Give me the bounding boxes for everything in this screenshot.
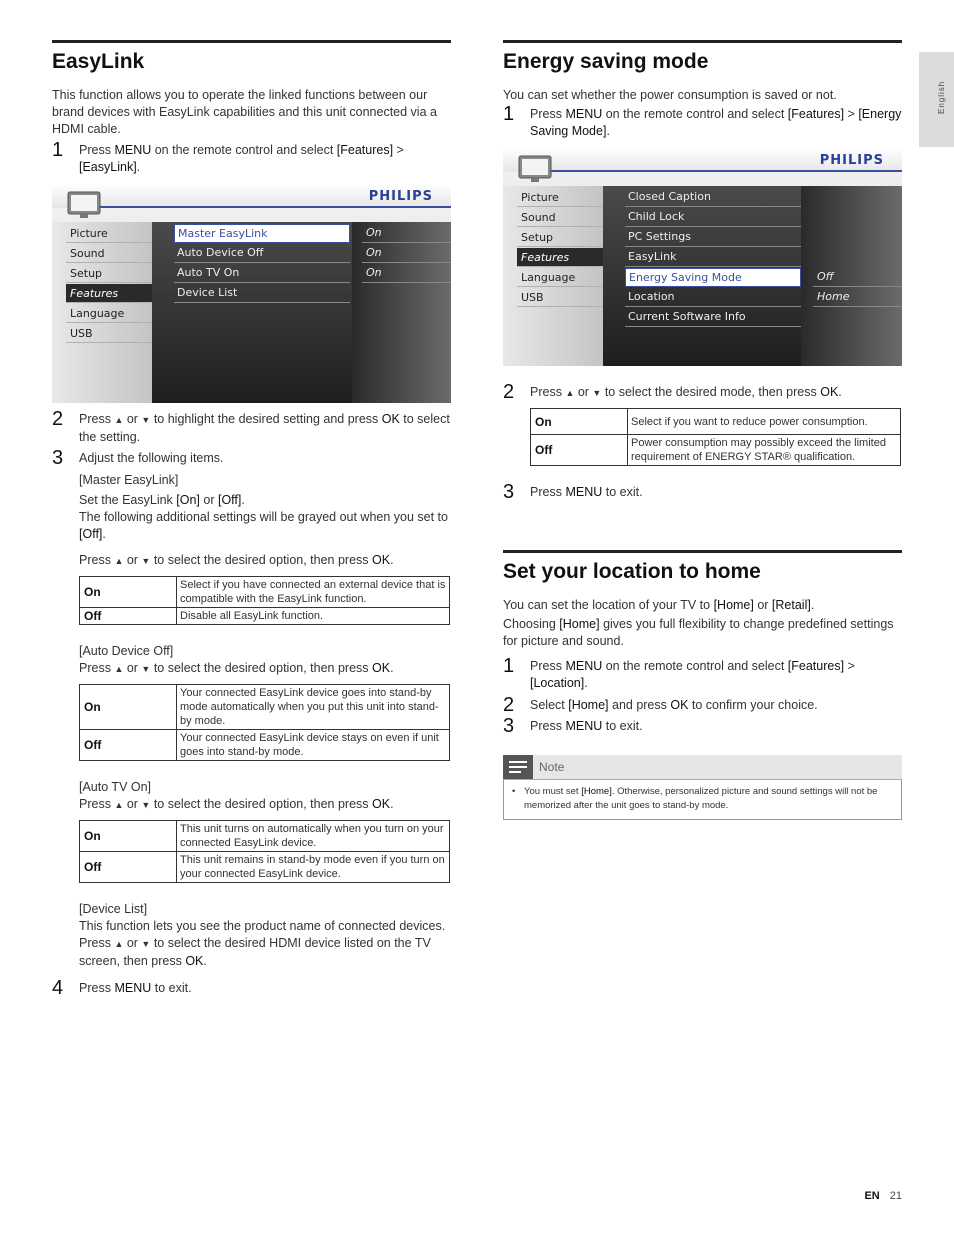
note-icon [503,755,533,779]
note-box: • You must set [Home]. Otherwise, personalized picture and sound settings will not be memorized after the unit goes to stand-by mode. [503,779,902,820]
easylink-title: EasyLink [52,50,145,73]
menu-item-language[interactable]: Language [66,304,152,323]
easylink-section [52,40,451,997]
menu-item-easylink[interactable]: EasyLink [625,248,801,267]
table-row: Off Your connected EasyLink device stays on even if unit goes into stand-by mode. [80,730,450,761]
right-column [503,40,902,811]
section-rule [52,40,451,43]
note-header [503,755,902,779]
auto-tv-on-title: [Auto TV On] [79,780,152,794]
up-arrow-icon: ▲ [114,939,124,949]
auto-tv-on-block: [Auto TV On] Press ▲ or ▼ to select the desired option, then press OK. [52,779,451,814]
footer-lang: EN [864,1190,880,1202]
master-easylink-block: [Master EasyLink] Set the EasyLink [On] or [Off]. The following additional settings will be grayed out when you set to [Off]. Press ▲ or ▼ to select the desired option, then press OK. [52,472,451,570]
up-arrow-icon: ▲ [114,556,124,566]
master-easylink-table [79,576,450,625]
tv-icon [66,190,102,220]
philips-logo: PHILIPS [819,153,884,168]
menu-item-setup[interactable]: Setup [517,228,603,247]
device-list-title: [Device List] [79,902,148,916]
down-arrow-icon: ▼ [141,415,151,425]
down-arrow-icon: ▼ [141,800,151,810]
down-arrow-icon: ▼ [141,939,151,949]
page-footer [864,1188,902,1205]
menu-item-picture[interactable]: Picture [66,224,152,243]
menu-value-auto-off: On [362,244,451,263]
table-row: On This unit turns on automatically when you turn on your connected EasyLink device. [80,821,450,852]
menu-item-picture[interactable]: Picture [517,188,603,207]
up-arrow-icon: ▲ [114,800,124,810]
location-step-1: 1 Press MENU on the remote control and select [Features] > [Location]. [503,655,855,690]
table-row: On Select if you want to reduce power consumption. [531,409,901,435]
menu-item-auto-device-off[interactable]: Auto Device Off [174,244,350,263]
energy-intro: You can set whether the power consumption is saved or not. [503,88,837,102]
energy-table [530,408,901,466]
note-label: Note [539,760,565,774]
menu-item-auto-tv-on[interactable]: Auto TV On [174,264,350,283]
menu-item-location[interactable]: Location [625,288,801,307]
page-number: 21 [889,1190,902,1202]
easylink-step-3: 3 Adjust the following items. [52,447,224,469]
menu-item-child-lock[interactable]: Child Lock [625,208,801,227]
energy-tv-menu [503,148,902,366]
auto-device-off-table [79,684,450,761]
table-row: On Your connected EasyLink device goes into stand-by mode automatically when you put this unit into stand-by mode. [80,685,450,730]
easylink-step-4: 4 Press MENU to exit. [52,977,192,999]
location-step-3: 3 Press MENU to exit. [503,715,643,737]
down-arrow-icon: ▼ [141,664,151,674]
up-arrow-icon: ▲ [565,388,575,398]
table-row: On Select if you have connected an external device that is compatible with the EasyLink function. [80,577,450,608]
down-arrow-icon: ▼ [592,388,602,398]
menu-item-device-list[interactable]: Device List [174,284,350,303]
section-rule [503,40,902,43]
auto-device-off-block: [Auto Device Off] Press ▲ or ▼ to select the desired option, then press OK. [52,643,451,678]
energy-title: Energy saving mode [503,50,709,73]
energy-section [503,40,902,501]
menu-item-usb[interactable]: USB [517,288,603,307]
tv-icon [517,154,553,184]
location-step-2: 2 Select [Home] and press OK to confirm your choice. [503,694,818,716]
easylink-step-2: 2 Press ▲ or ▼ to highlight the desired setting and press OK to select the setting. [52,408,450,444]
language-side-tab [919,52,954,147]
step-number: 1 [52,139,64,161]
menu-item-setup[interactable]: Setup [66,264,152,283]
menu-value-location: Home [813,288,902,307]
menu-item-features[interactable]: Features [517,248,603,267]
down-arrow-icon: ▼ [141,556,151,566]
menu-value-energy: Off [813,268,902,287]
easylink-intro: This function allows you to operate the linked functions between our brand devices with EasyLink capabilities and this unit connected via a HDMI cable. [52,88,437,136]
menu-item-energy-saving-mode[interactable]: Energy Saving Mode [625,268,801,287]
easylink-step-1: 1 Press MENU on the remote control and select [Features] > [EasyLink]. [52,139,404,174]
auto-tv-on-table [79,820,450,883]
master-easylink-title: [Master EasyLink] [79,473,179,487]
menu-item-pc-settings[interactable]: PC Settings [625,228,801,247]
up-arrow-icon: ▲ [114,415,124,425]
location-title: Set your location to home [503,560,761,583]
energy-step-3: 3 Press MENU to exit. [503,481,643,503]
menu-item-features[interactable]: Features [66,284,152,303]
energy-step-1: 1 Press MENU on the remote control and select [Features] > [Energy Saving Mode]. [503,103,902,138]
menu-item-sound[interactable]: Sound [66,244,152,263]
menu-item-master-easylink[interactable]: Master EasyLink [174,224,350,243]
energy-step-2: 2 Press ▲ or ▼ to select the desired mode, then press OK. [503,381,842,403]
menu-key: MENU [114,143,152,157]
table-row: Off This unit remains in stand-by mode even if you turn on your connected EasyLink device. [80,852,450,883]
table-row: Off Disable all EasyLink function. [80,608,450,625]
menu-item-current-software-info[interactable]: Current Software Info [625,308,801,327]
philips-logo: PHILIPS [368,189,433,204]
menu-item-language[interactable]: Language [517,268,603,287]
up-arrow-icon: ▲ [114,664,124,674]
location-section: Set your location to home You can set the location of your TV to [Home] or [Retail]. Choosing [Home] gives you full flexibility to change predefined settings for picture and sound. 1 Press MENU on the remote control and select [Features] > [Location]. 2 Select [Home] and press OK to confirm your choice. 3 Press MENU to exit. Note • You must set [Home]. Otherwise, personalized picture and sound settings will not be memorized after the unit goes to stand-by mode. [503,550,902,820]
menu-value-auto-on: On [362,264,451,283]
menu-item-sound[interactable]: Sound [517,208,603,227]
device-list-block: [Device List] This function lets you see the product name of connected devices. Press ▲ or ▼ to select the desired HDMI device listed on the TV screen, then press OK. [52,901,451,970]
menu-item-usb[interactable]: USB [66,324,152,343]
section-rule [503,550,902,553]
auto-device-off-title: [Auto Device Off] [79,644,174,658]
menu-value-master: On [362,224,451,243]
table-row: Off Power consumption may possibly exceed the limited requirement of ENERGY STAR® qualification. [531,435,901,466]
language-label: English [937,80,946,114]
easylink-tv-menu [52,184,451,403]
menu-item-closed-caption[interactable]: Closed Caption [625,188,801,207]
